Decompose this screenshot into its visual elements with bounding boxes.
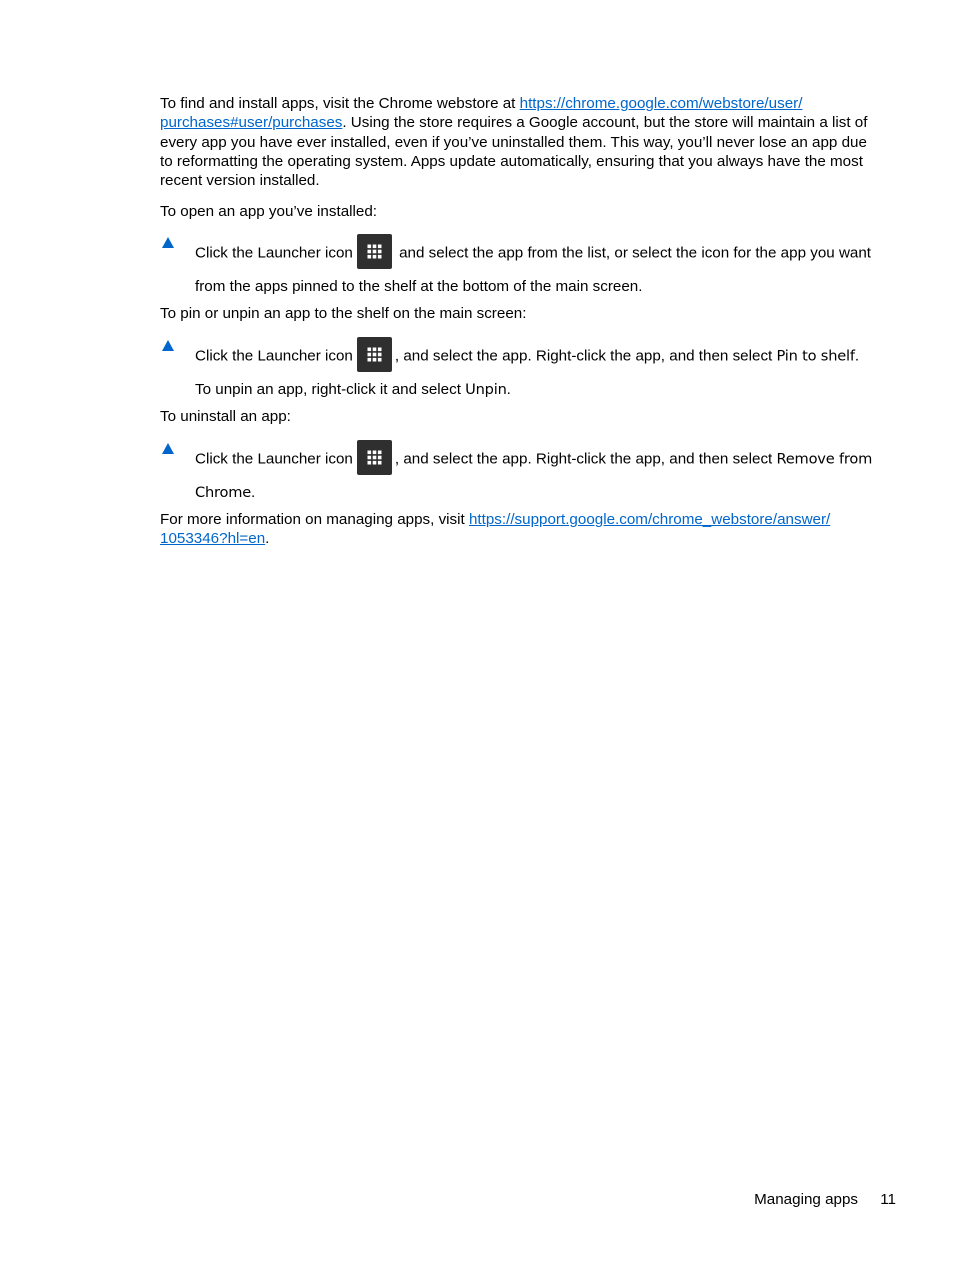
webstore-purchases-link[interactable]: https://chrome.google.com/webstore/user/ purchases#user/purchases (160, 95, 803, 132)
intro-paragraph (160, 94, 872, 190)
launcher-grid-icon (357, 337, 392, 372)
support-answer-link[interactable]: https://support.google.com/chrome_webstore/answer/ 1053346?hl=en (160, 511, 831, 548)
remove-from-chrome-term: Remove from Chrome (195, 450, 873, 501)
footer-section-title: Managing apps (754, 1191, 858, 1208)
more-info-text-before-link: For more information on managing apps, visit (160, 511, 469, 528)
uninstall-app-bullet-text: Click the Launcher icon , and select the app. Right-click the app, and then select Remove from Chrome. (195, 442, 875, 508)
triangle-bullet-icon (161, 339, 175, 353)
triangle-bullet-icon (161, 442, 175, 456)
intro-text-before-link: To find and install apps, visit the Chrome webstore at (160, 95, 520, 112)
more-info-paragraph (160, 510, 872, 549)
open-app-heading: To open an app you’ve installed: (160, 203, 377, 220)
intro-text-after-link: . Using the store requires a Google account, but the store will maintain a list of every app you have ever installed, even if you’ve uninstalled them. This way, you’ll never lose an app due to reformatting the operating system. Apps update automatically, ensuring that you always have the most recent version installed. (160, 114, 868, 190)
launcher-grid-icon (357, 440, 392, 475)
triangle-bullet-icon (161, 236, 175, 250)
launcher-grid-icon (357, 234, 392, 269)
uninstall-app-heading: To uninstall an app: (160, 408, 291, 425)
open-app-bullet-text: Click the Launcher icon and select the app from the list, or select the icon for the app you want from the apps pinned to the shelf at the bottom of the main screen. (195, 236, 875, 302)
more-info-text-after-link: . (265, 530, 270, 548)
footer-page-number: 11 (880, 1191, 896, 1208)
pin-app-heading: To pin or unpin an app to the shelf on the main screen: (160, 305, 527, 322)
unpin-term: Unpin (465, 381, 507, 398)
pin-app-bullet-text: Click the Launcher icon , and select the app. Right-click the app, and then select Pin to shelf. To unpin an app, right-click it and select Unpin. (195, 339, 875, 405)
pin-to-shelf-term: Pin to shelf (776, 347, 855, 365)
